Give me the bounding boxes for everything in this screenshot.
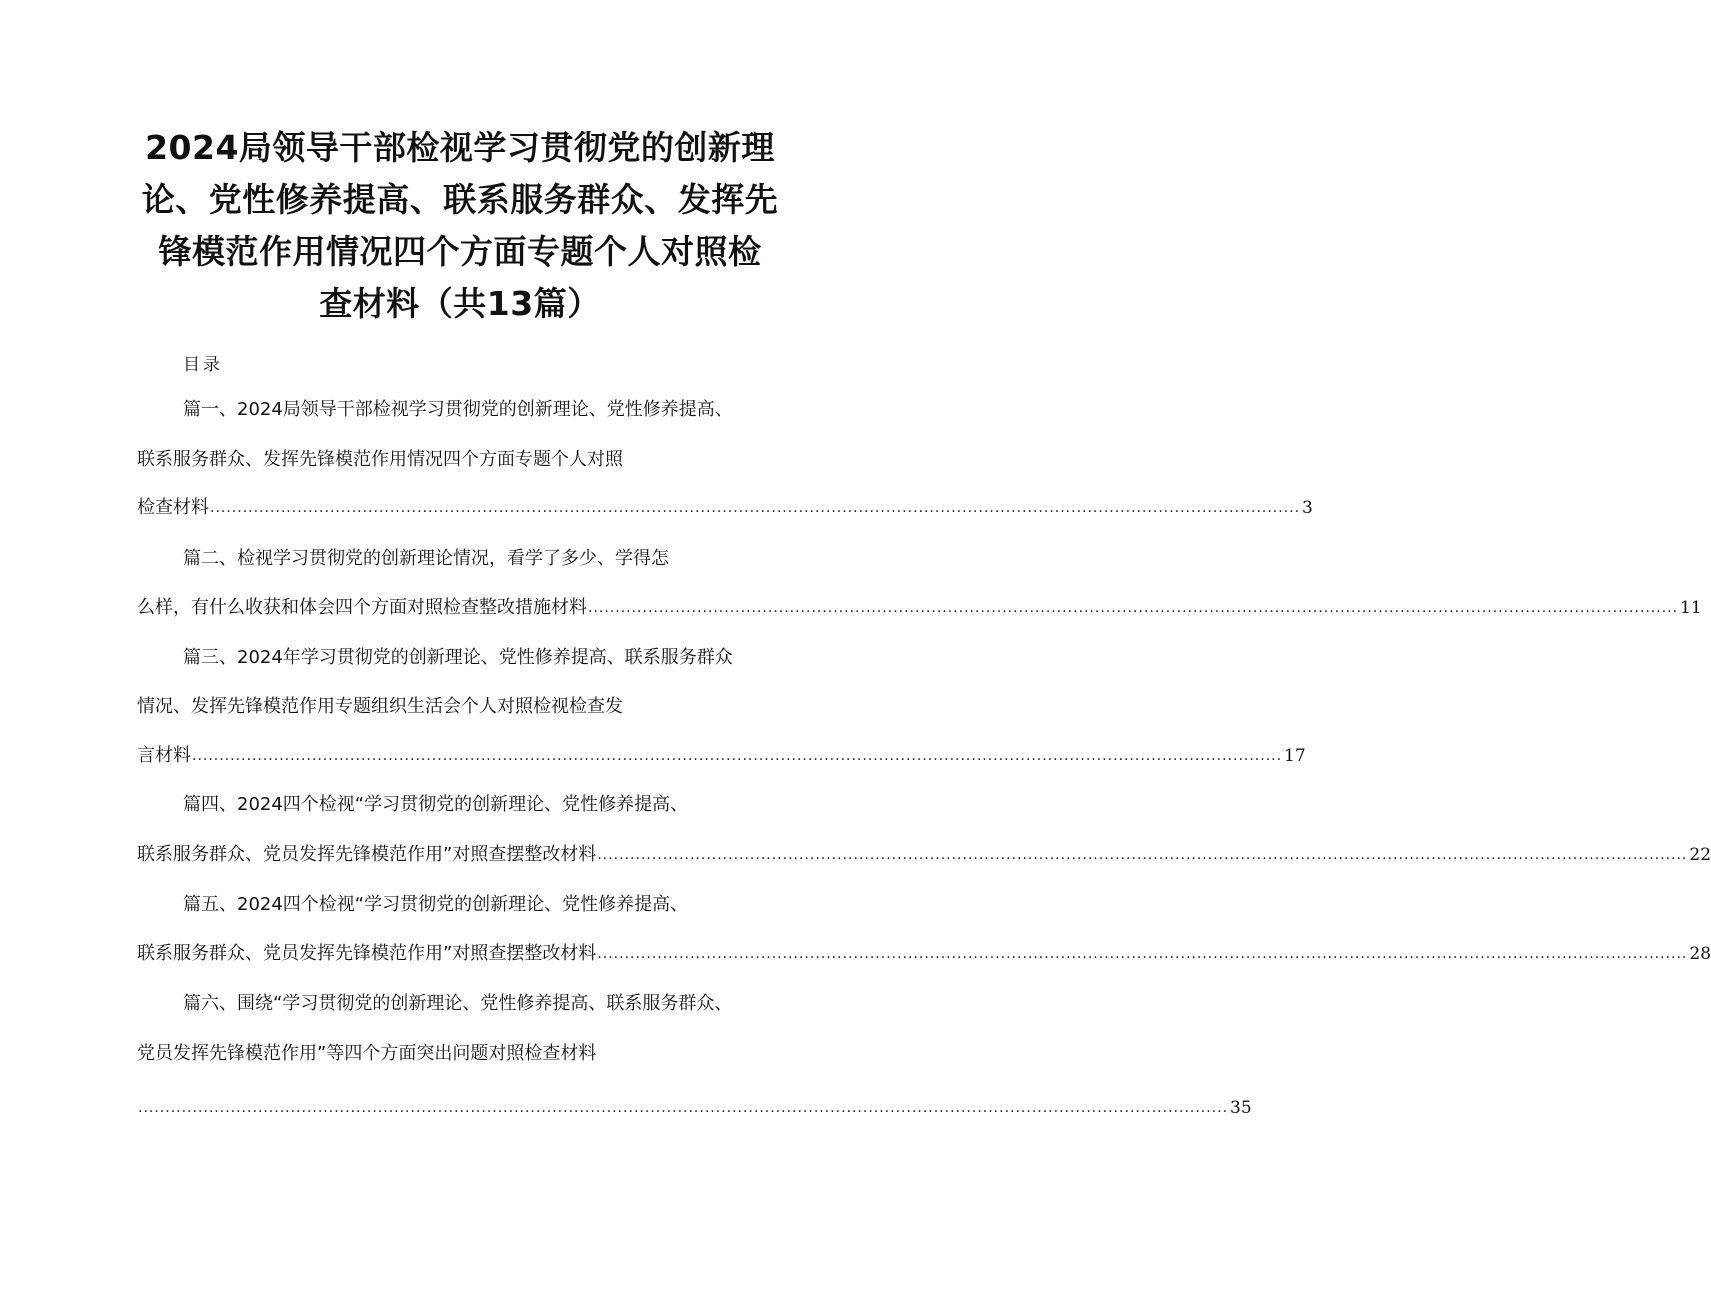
title-line-2: 论、党性修养提高、联系服务群众、发挥先 xyxy=(141,180,779,219)
toc-entry-5-leader[interactable] xyxy=(137,942,1711,966)
toc-entry-5-text: 联系服务群众、党员发挥先锋模范作用”对照查摆整改材料 xyxy=(137,943,597,964)
toc-entry-4-page: 22 xyxy=(1689,845,1711,865)
toc-entry-2-leader[interactable] xyxy=(137,596,1702,620)
toc-entry-6-leader[interactable] xyxy=(137,1096,1252,1120)
toc-entry-2-text: 么样，有什么收获和体会四个方面对照检查整改措施材料 xyxy=(137,597,587,618)
toc-entry-1-text: 检查材料 xyxy=(137,497,209,518)
toc-entry-4-text: 联系服务群众、党员发挥先锋模范作用”对照查摆整改材料 xyxy=(137,844,597,865)
toc-entry-3-leader[interactable] xyxy=(137,744,1306,768)
toc-entry-3-text: 言材料 xyxy=(137,745,191,766)
toc-entry-6-line-2: 党员发挥先锋模范作用”等四个方面突出问题对照检查材料 xyxy=(137,1043,597,1064)
toc-entry-3-page: 17 xyxy=(1284,746,1306,766)
toc-entry-5-line-1: 篇五、2024四个检视“学习贯彻党的创新理论、党性修养提高、 xyxy=(183,894,689,915)
toc-entry-1-line-2: 联系服务群众、发挥先锋模范作用情况四个方面专题个人对照 xyxy=(137,449,623,470)
dot-leader: ........................................................................................................................................................................................................ xyxy=(138,1100,1229,1116)
toc-heading: 目录 xyxy=(183,355,223,375)
toc-entry-1-page: 3 xyxy=(1302,498,1313,518)
toc-entry-3-line-1: 篇三、2024年学习贯彻党的创新理论、党性修养提高、联系服务群众 xyxy=(183,647,733,668)
dot-leader: ........................................................................................................................................................................................................ xyxy=(210,500,1301,516)
dot-leader: ........................................................................................................................................................................................................ xyxy=(192,748,1283,764)
toc-entry-6-page: 35 xyxy=(1230,1098,1252,1118)
toc-entry-4-line-1: 篇四、2024四个检视“学习贯彻党的创新理论、党性修养提高、 xyxy=(183,794,689,815)
toc-entry-2-page: 11 xyxy=(1680,598,1702,618)
dot-leader: ........................................................................................................................................................................................................ xyxy=(597,847,1688,863)
toc-entry-3-line-2: 情况、发挥先锋模范作用专题组织生活会个人对照检视检查发 xyxy=(137,696,623,717)
toc-entry-1-line-1: 篇一、2024局领导干部检视学习贯彻党的创新理论、党性修养提高、 xyxy=(183,399,733,420)
title-line-4: 查材料（共13篇） xyxy=(319,284,601,323)
toc-entry-4-leader[interactable] xyxy=(137,843,1711,867)
toc-entry-2-line-1: 篇二、检视学习贯彻党的创新理论情况，看学了多少、学得怎 xyxy=(183,548,669,569)
dot-leader: ........................................................................................................................................................................................................ xyxy=(597,946,1688,962)
document-title xyxy=(130,122,790,330)
toc-entry-1-leader[interactable] xyxy=(137,496,1313,520)
dot-leader: ........................................................................................................................................................................................................ xyxy=(588,600,1679,616)
toc-entry-6-line-1: 篇六、围绕“学习贯彻党的创新理论、党性修养提高、联系服务群众、 xyxy=(183,993,733,1014)
title-line-1: 2024局领导干部检视学习贯彻党的创新理 xyxy=(145,128,775,167)
title-line-3: 锋模范作用情况四个方面专题个人对照检 xyxy=(158,232,762,271)
toc-entry-5-page: 28 xyxy=(1689,944,1711,964)
